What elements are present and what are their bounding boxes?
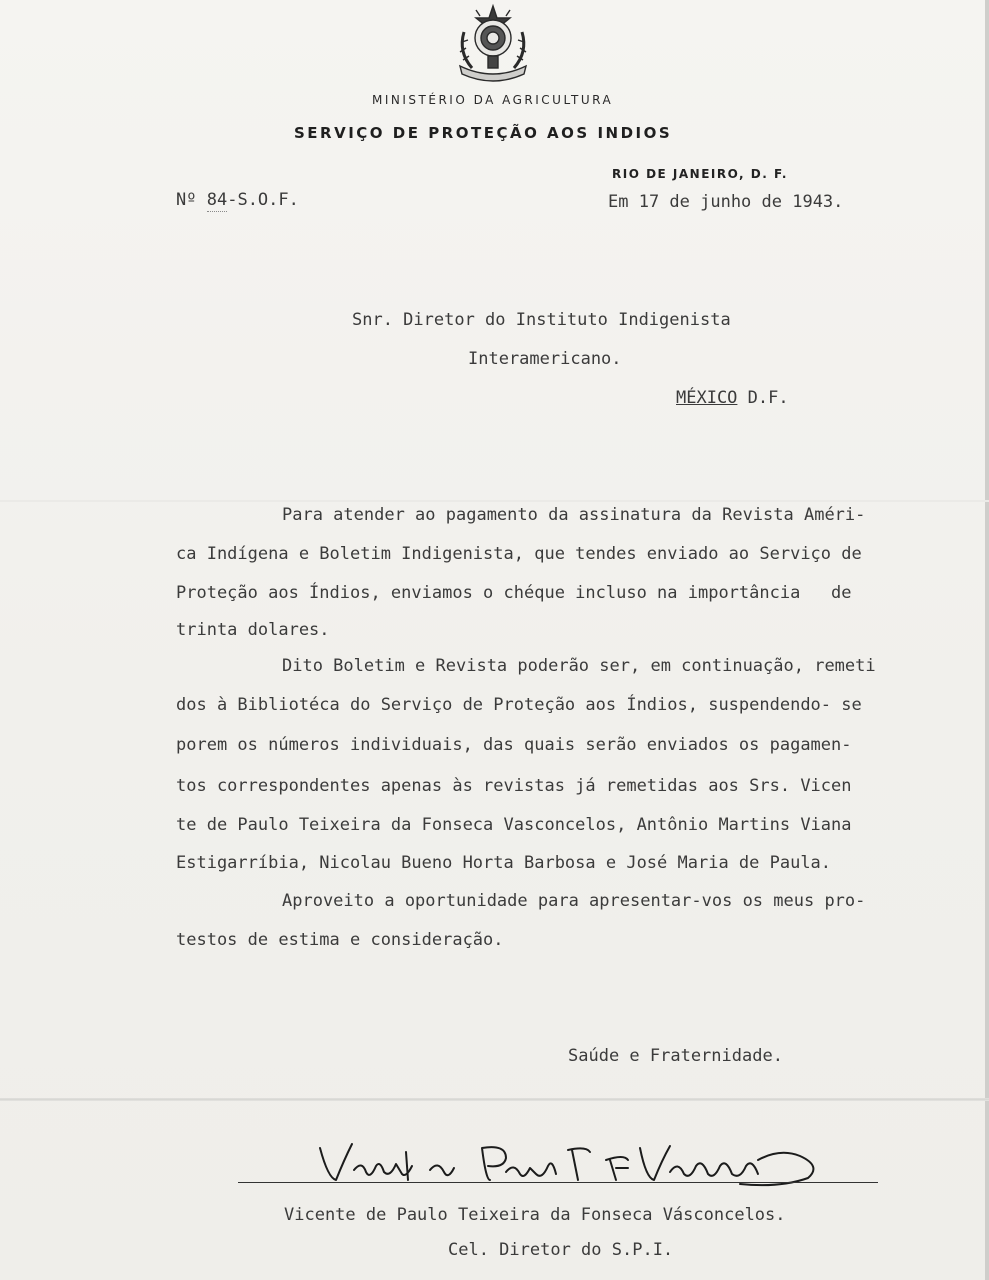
body-line: Dito Boletim e Revista poderão ser, em continuação, remeti [282, 656, 876, 676]
addressee-line-2: Interamericano. [468, 349, 622, 369]
body-line: Para atender ao pagamento da assinatura da Revista Améri- [282, 505, 866, 525]
paper-fold-lower [0, 1098, 989, 1101]
ministry-heading: MINISTÉRIO DA AGRICULTURA [372, 93, 614, 107]
body-line: Estigarríbia, Nicolau Bueno Horta Barbosa e José Maria de Paula. [176, 853, 832, 873]
body-line: ca Indígena e Boletim Indigenista, que tendes enviado ao Serviço de [176, 544, 862, 564]
paper-fold-right [985, 0, 989, 1280]
body-line: te de Paulo Teixeira da Fonseca Vasconcelos, Antônio Martins Viana [176, 815, 852, 835]
body-line: trinta dolares. [176, 620, 330, 640]
reference-code: 84 [206, 190, 228, 210]
reference-prefix: Nº [176, 190, 197, 210]
addressee-line-1: Snr. Diretor do Instituto Indigenista [352, 310, 731, 330]
closing-salutation: Saúde e Fraternidade. [568, 1046, 783, 1066]
body-line: porem os números individuais, das quais serão enviados os pagamen- [176, 735, 852, 755]
letter-date: Em 17 de junho de 1943. [608, 192, 844, 212]
reference-suffix: -S.O.F. [227, 190, 299, 210]
signer-name: Vicente de Paulo Teixeira da Fonseca Vásconcelos. [284, 1205, 786, 1225]
service-heading: SERVIÇO DE PROTEÇÃO AOS INDIOS [294, 124, 673, 142]
addressee-city [676, 388, 789, 408]
body-line: testos de estima e consideração. [176, 930, 504, 950]
place-heading: RIO DE JANEIRO, D. F. [612, 167, 788, 181]
signature-line [238, 1182, 878, 1183]
body-line: tos correspondentes apenas às revistas já remetidas aos Srs. Vicen [176, 776, 852, 796]
body-line: Aproveito a oportunidade para apresentar-vos os meus pro- [282, 891, 866, 911]
handwritten-signature [310, 1130, 850, 1200]
body-line: Proteção aos Índios, enviamos o chéque incluso na importância de [176, 583, 852, 603]
addressee-city-name: MÉXICO [676, 388, 738, 408]
signer-title: Cel. Diretor do S.P.I. [448, 1240, 674, 1260]
paper-fold-middle [0, 500, 989, 502]
brazil-coat-of-arms-emblem [450, 2, 536, 84]
reference-number [176, 190, 299, 210]
body-line: dos à Bibliotéca do Serviço de Proteção aos Índios, suspendendo- se [176, 695, 862, 715]
addressee-city-suffix: D.F. [737, 388, 789, 408]
